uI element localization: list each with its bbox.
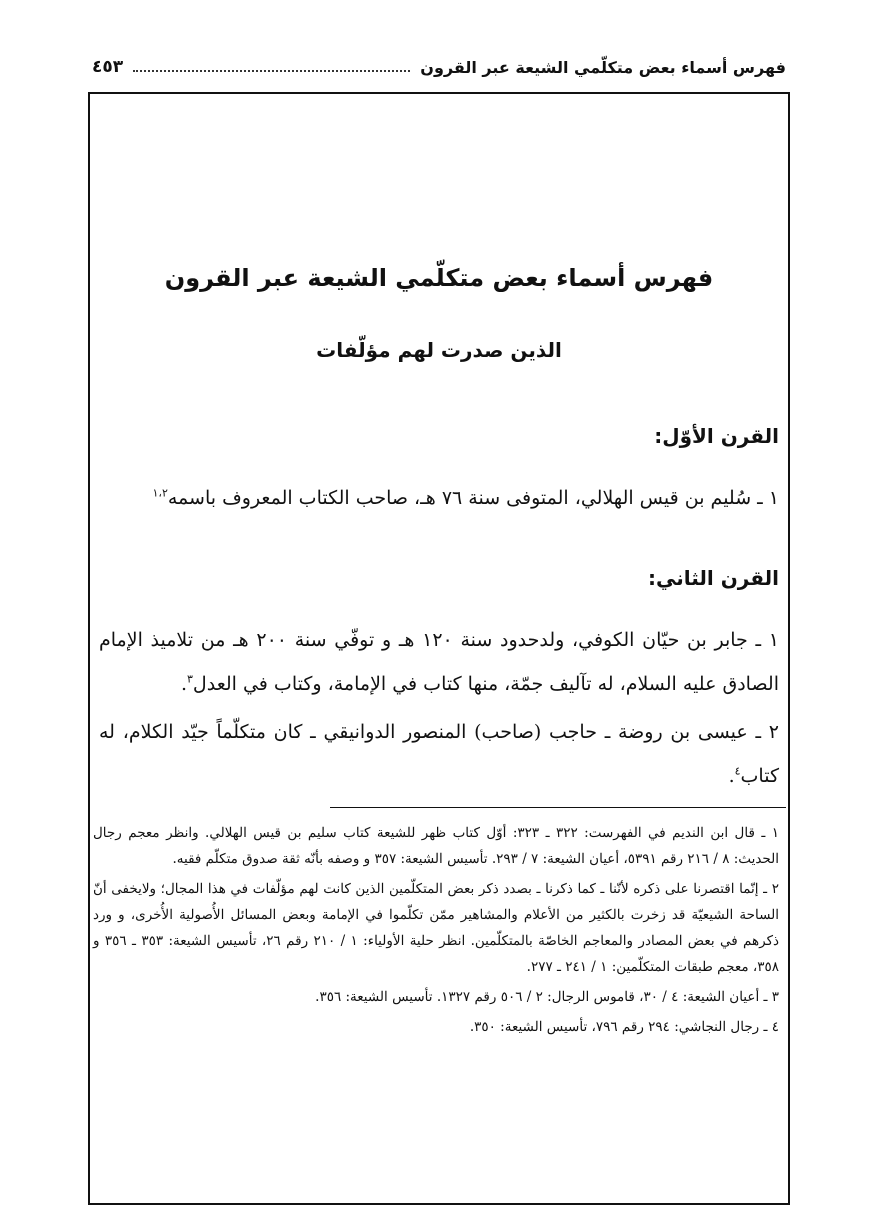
entry-text: ٢ ـ عيسى بن روضة ـ حاجب (صاحب) المنصور الدوانيقي ـ كان متكلّماً جيّد الكلام، له كتاب — [99, 721, 779, 787]
section-heading-first-century: القرن الأوّل: — [654, 424, 779, 448]
entry-text: ١ ـ جابر بن حيّان الكوفي، ولدحدود سنة ١٢٠ هـ و توفّي سنة ٢٠٠ هـ من تلاميذ الإمام الصادق عليه السلام، له تآليف جمّة، منها كتاب في الإمامة، وكتاب في العدل — [99, 629, 779, 695]
main-title: فهرس أسماء بعض متكلّمي الشيعة عبر القرون — [164, 264, 714, 292]
section-heading-second-century: القرن الثاني: — [647, 566, 779, 590]
dotted-leader — [133, 70, 410, 72]
footnote-3: ٣ ـ أعيان الشيعة: ٤ / ٣٠، قاموس الرجال: ٢ / ٥٠٦ رقم ١٣٢٧. تأسيس الشيعة: ٣٥٦. — [315, 989, 779, 1005]
footnotes — [93, 820, 779, 1044]
entry-text: ١ ـ سُليم بن قيس الهلالي، المتوفى سنة ٧٦ هـ، صاحب الكتاب المعروف باسمه — [167, 487, 779, 509]
footnote-ref: ٣ — [187, 672, 193, 686]
footnote-separator — [330, 807, 786, 808]
entry-isa: ٢ ـ عيسى بن روضة ـ حاجب (صاحب) المنصور الدوانيقي ـ كان متكلّماً جيّد الكلام، له كتاب$^٤$. — [99, 721, 779, 787]
sub-title: الذين صدرت لهم مؤلّفات — [316, 338, 562, 362]
entry-jabir: ١ ـ جابر بن حيّان الكوفي، ولدحدود سنة ١٢٠ هـ و توفّي سنة ٢٠٠ هـ من تلاميذ الإمام الصادق عليه السلام، له تآليف جمّة، منها كتاب في الإمامة، وكتاب في العدل$^٣$. — [99, 629, 779, 695]
footnote-ref: ٤ — [734, 764, 741, 778]
page-number: ٤٥٣ — [92, 57, 124, 77]
footnote-4: ٤ ـ رجال النجاشي: ٢٩٤ رقم ٧٩٦، تأسيس الشيعة: ٣٥٠. — [469, 1019, 779, 1035]
footnote-ref: ١،٢ — [152, 486, 168, 500]
entry-sulaym — [99, 476, 779, 520]
running-header — [92, 52, 786, 82]
running-header-title: فهرس أسماء بعض متكلّمي الشيعة عبر القرون — [420, 57, 786, 77]
footnote-2: ٢ ـ إنّما اقتصرنا على ذكره لأنّنا ـ كما ذكرنا ـ بصدد ذكر بعض المتكلّمين الذين كانت لهم مؤلّفات في هذا المجال؛ ولايخفى أنّ الساحة الشيعيّة قد زخرت بالكثير من الأعلام والمشاهير ممّن تكلّموا في الإمامة وبعض المسائل الأُصولية الأُخرى، و ورد ذكرهم في بعض المصادر والمعاجم الخاصّة بالمتكلّمين. انظر حلية الأولياء: ١ / ٢١٠ رقم ٢٦، تأسيس الشيعة: ٣٥٣ ـ ٣٥٦ و ٣٥٨، معجم طبقات المتكلّمين: ١ / ٢٤١ ـ ٢٧٧. — [93, 881, 780, 975]
footnote-1: ١ ـ قال ابن النديم في الفهرست: ٣٢٢ ـ ٣٢٣: أوّل كتاب ظهر للشيعة كتاب سليم بن قيس الهلالي. وانظر معجم رجال الحديث: ٨ / ٢١٦ رقم ٥٣٩١، أعيان الشيعة: ٧ / ٢٩٣. تأسيس الشيعة: ٣٥٧ و وصفه بأنّه ثقة صدوق متكلّم فقيه. — [93, 825, 779, 867]
